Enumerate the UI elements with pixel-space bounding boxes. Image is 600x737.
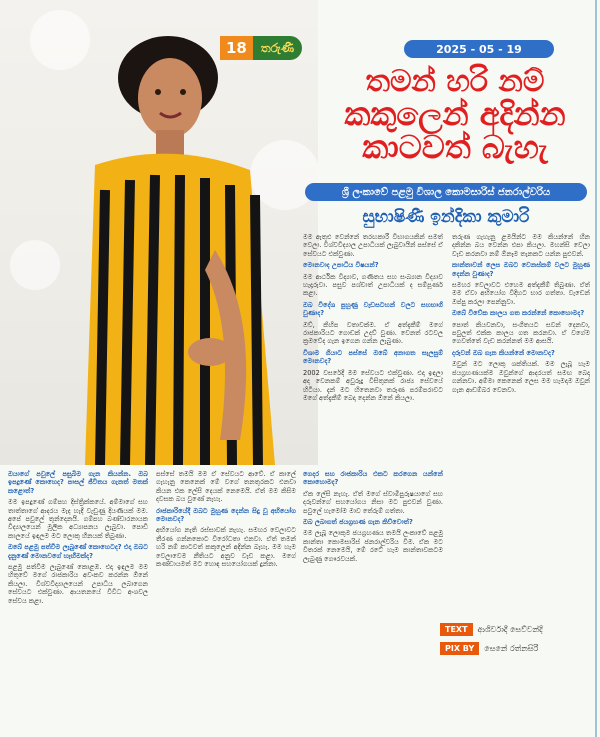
page-number: 18 — [220, 36, 253, 60]
article-paragraph: ඒක ලේසි නැහැ. ඒත් මගේ ස්වාමිපුරුෂයාගේ සහ දරුවන්ගේ සහයෝගය නිසා මට පුළුවන් වුණා. පවුලේ හැමෝම මාව තේරුම් ගත්තා. — [303, 489, 443, 515]
headline-line-1: තමන් හරි නම් — [365, 64, 545, 99]
article-column-d — [452, 233, 590, 613]
article-paragraph: මම ලැබූ ලොකුම ජයග්‍රහණය තමයි ලංකාවේ පළමු කාන්තා කොමසාරිස් ජනරාල්වරිය වීම. ඒක මට විතරක් නෙමෙයි, මේ රටේ හැම කාන්තාවකටම ලැබුණු ගෞරවයක්. — [303, 529, 443, 563]
article-column-a — [8, 470, 148, 720]
page-edge-line — [595, 0, 597, 737]
subject-name: සුභාෂිණී ඉන්දිකා කුමාරි — [362, 207, 530, 227]
article-paragraph: මම ඇතුළු වෙන්නේ තරඟකාරී විභාගයකින් සමත් වෙලා. විශ්වවිද්‍යාල උපාධියක් ලැබුවායින් පස්සේ ඒ සේවයට එක්වුණා. — [303, 233, 443, 258]
article-paragraph: තරුණ ගැහැනු ළමයින්ට මම කියන්නේ හීන දකින්න බය වෙන්න එපා කියලා. මහන්සි වෙලා වැඩ කරනවා නම් ඕනෑම තැනකට යන්න පුළුවන්. — [452, 233, 590, 258]
article-question: රාජකාරියේදී ඔබට මුහුණ දෙන්න සිදු වූ අභියෝග මොනවද? — [156, 506, 296, 524]
article-paragraph: අභියෝග නැති රස්සාවක් නැහැ. සමහර වෙලාවට තීරණ ගන්නකොට විරෝධතා එනවා. ඒත් තමන් හරි නම් කාටවත් කකුලෙන් අදින්න බැහැ. මම හැම වෙලාවෙම නීතියට අනුව වැඩ කළා. මගේ කණ්ඩායමත් මට හොඳ සහයෝගයක් දුන්නා. — [156, 526, 296, 569]
article-paragraph: පස්සේ තමයි මම ඒ සේවයට ආවේ. ඒ කාලේ ගැහැනු කෙනෙක් මේ වගේ තනතුරකට එනවා කියන එක ලේසි දෙයක් නෙමෙයි. ඒත් මම කිසිම දවසක බය වුණේ නැහැ. — [156, 470, 296, 504]
cover-photo — [0, 0, 318, 465]
headline-line-3: කාටවත් බැහැ — [362, 128, 548, 167]
article-column-c — [303, 233, 443, 463]
page-tag — [220, 36, 302, 60]
article-question: මොනවාද උපාධිය විෂයන්? — [303, 261, 379, 270]
article-paragraph: මම ඉපදුණේ ගම්පහ දිස්ත්‍රික්කයේ. අම්මාගේ සහ තාත්තාගේ ආදරය මැද හැදී වැඩුණු දියණියක් මම. අපේ පවුලේ තුන්දෙනයි. ගම්පහ බණ්ඩාරනායක විද්‍යාලයෙන් මූලික අධ්‍යාපනය ලැබුවා. පොඩි කාලයේ ඉඳලම මට ලොකු හීනයක් තිබුණා. — [8, 498, 148, 540]
photo-credit — [440, 642, 538, 655]
headline-line-2: කකුලෙන් අදින්න — [344, 94, 566, 133]
photo-credit-label: PIX BY — [440, 642, 479, 655]
article-paragraph: 2002 වසරේදී මම සේවයට එක්වුණා. එදා ඉඳලා අද වෙනකම් අවුරුදු විසිතුනක් රාජ්‍ය සේවයේ හිටියා. දැන් මට හිතෙනවා තරුණ පරම්පරාවට මගේ අත්දැකීම් බෙදා දෙන්න ඕනේ කියලා. — [303, 368, 443, 402]
article-question: ඔයාගේ පවුලේ පසුබිම ගැන කියන්න. ඔබ ඉපදුණේ කොහෙද? පාසල් ජීවිතය ගැනත් මතක් කළොත්? — [8, 470, 148, 495]
text-credit-author: ආශිර්වාදී සෙව්වන්දි — [477, 624, 543, 634]
text-credit — [440, 623, 543, 636]
magazine-name: තරුණී — [253, 36, 302, 60]
article-paragraph: පොත් කියවනවා, සංගීතයට සවන් දෙනවා, පවුලත් එක්ක කාලය ගත කරනවා. ඒ වගේම ගෙවත්තේ වැඩ කරන්නත් මම ආසයි. — [452, 320, 590, 346]
photo-credit-author: සෙනේ රත්නසිරි — [484, 643, 539, 653]
article-question: ගෙදර සහ රාජකාරිය එකට කරගෙන යන්නේ කොහොමද? — [303, 470, 443, 487]
woman-portrait-illustration — [0, 0, 318, 465]
article-column-b — [156, 470, 296, 720]
issue-date: 2025 - 05 - 19 — [404, 40, 554, 58]
article-column-c-lower — [303, 470, 443, 720]
headline — [330, 66, 580, 165]
article-question: කාන්තාවන් ලෙස ඔබට වෙනස්කම් වලට මුහුණ දෙන්න වුණාද? — [452, 261, 590, 278]
article-paragraph: සමහර වෙලාවට එහෙම අත්දැකීම් තිබුණා. ඒත් මම ඒවා අභියෝග විදිහට භාර ගත්තා. වැඩෙන් ඔප්පු කරලා පෙන්නුවා. — [452, 281, 590, 306]
article-question: ඔබේ විවේක කාලය ගත කරන්නේ කොහොමද? — [452, 309, 585, 318]
article-question: විශාම ගියාට පස්සේ ඔබේ අනාගත සැලසුම් මොනවද? — [303, 348, 443, 366]
subject-title: ශ්‍රී ලංකාවේ පළමු විශාල කොමසාරිස් ජනරාල්වරිය — [305, 183, 587, 201]
article-paragraph: මම ආර්ථික විද්‍යාව, ගණිතය සහ සංඛ්‍යාන විද්‍යාව හැදෑරුවා. පසුව පශ්චාත් උපාධියක් ද සම්පූර්ණ කළා. — [303, 272, 443, 298]
article-paragraph: පළමු පත්වීම ලැබුණේ කොළඹ. එදා ඉඳලම මම හිතුවේ මගේ රාජකාරිය අවංකව කරන්න ඕනේ කියලා. විශ්වවිද්‍යාලයෙන් උපාධිය ලබාගෙන සේවයට එක්වුණා. ආයතනයේ විවිධ අංශවල සේවය කළා. — [8, 563, 148, 605]
article-question: ඔබ විදේශ පුහුණු වැඩසටහන් වලට සහභාගි වුණාද? — [303, 300, 443, 318]
article-paragraph: ඔවුන් මට ලොකු ශක්තියක්. මම ලැබූ හැම ජයග්‍රහණයක්ම ඔවුන්ගේ ආදරයත් සමඟ බෙදා ගන්නවා. අම්මා කෙනෙක් ලෙස මම හැමදාම ඔවුන් ගැන ආඩම්බර වෙනවා. — [452, 360, 590, 394]
article-question: ඔබ ලබාගත් ජයග්‍රහණ ගැන කිව්වොත්? — [303, 518, 413, 527]
article-question: දරුවන් ඔබ ගැන කියන්නේ මොනවද? — [452, 348, 555, 357]
article-question: ඔබේ පළමු පත්වීම ලැබුණේ කොහෙටද? එදා ඔබට දැනුණේ මොනවගේ හැඟීමක්ද? — [8, 543, 148, 560]
text-credit-label: TEXT — [440, 623, 473, 636]
article-paragraph: ඔව්, කිහිප වතාවක්ම. ඒ අත්දැකීම් මගේ රාජකාරියට ගොඩක් උදව් වුණා. වෙනත් රටවල ක්‍රමවේද ගැන ඉගෙන ගන්න ලැබුණා. — [303, 320, 443, 346]
